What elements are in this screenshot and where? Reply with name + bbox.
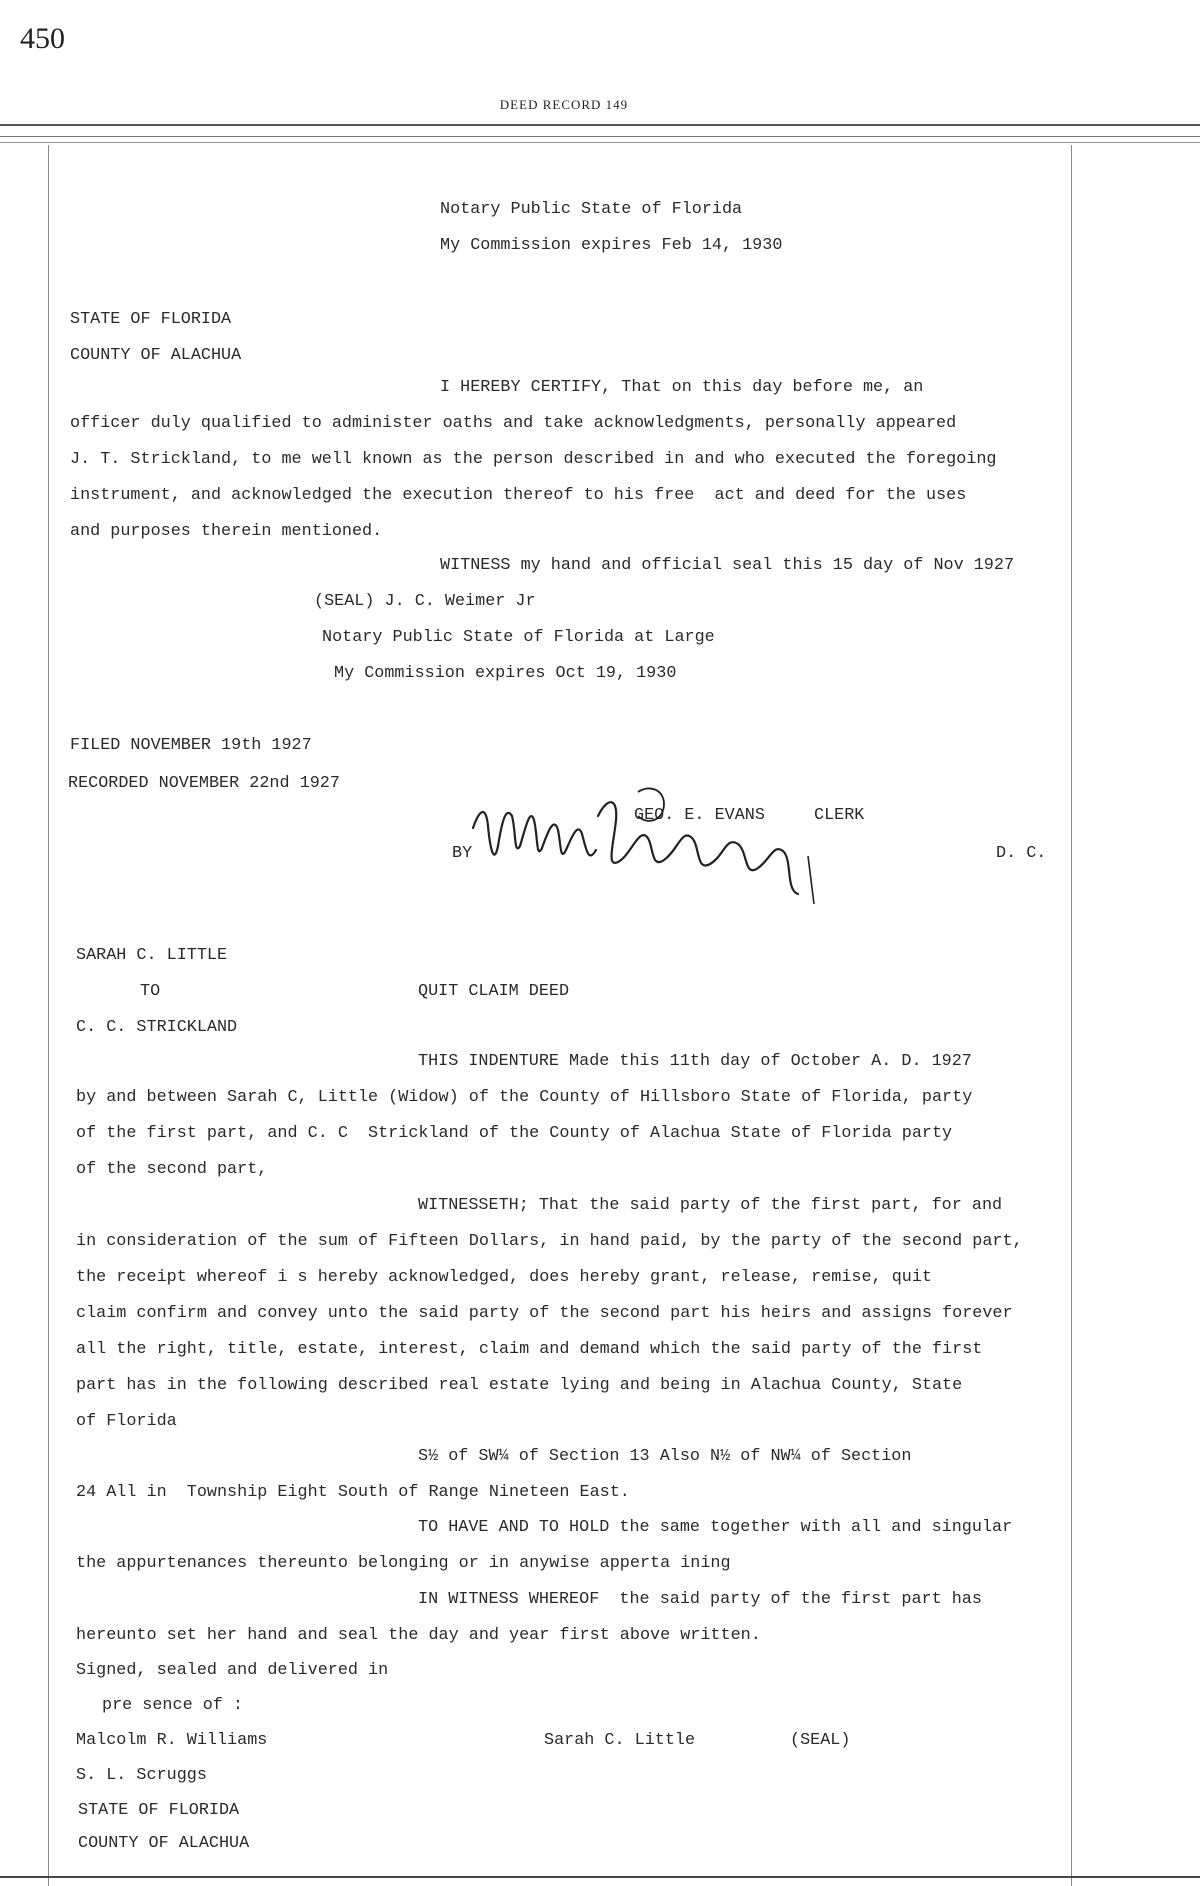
- state-heading-2: STATE OF FLORIDA: [78, 1801, 240, 1820]
- state-heading: STATE OF FLORIDA: [70, 310, 232, 329]
- ack-line-2: officer duly qualified to administer oaths and take acknowledgments, personally appeared: [70, 414, 957, 433]
- notary-commission: My Commission expires Oct 19, 1930: [334, 664, 677, 683]
- ack-line-3: J. T. Strickland, to me well known as the person described in and who executed the foregoing: [70, 450, 997, 469]
- grantor: SARAH C. LITTLE: [76, 946, 228, 965]
- by-label: BY: [452, 844, 473, 863]
- header-rule: [0, 124, 1200, 126]
- running-head: DEED RECORD 149: [499, 97, 629, 112]
- deed-line-10: part has in the following described real estate lying and being in Alachua County, State: [76, 1376, 963, 1395]
- deed-line-7: the receipt whereof i s hereby acknowledged, does hereby grant, release, remise, quit: [76, 1268, 932, 1287]
- right-margin-rule: [1071, 145, 1072, 1886]
- signer-seal: (SEAL): [790, 1731, 851, 1750]
- notary-line-2: My Commission expires Feb 14, 1930: [440, 236, 783, 255]
- county-heading: COUNTY OF ALACHUA: [70, 346, 242, 365]
- deed-line-13: 24 All in Township Eight South of Range Nineteen East.: [76, 1483, 630, 1502]
- county-heading-2: COUNTY OF ALACHUA: [78, 1834, 250, 1853]
- header-rule-thin: [0, 136, 1200, 137]
- notary-line-1: Notary Public State of Florida: [440, 200, 743, 219]
- signer-name: Sarah C. Little: [544, 1731, 696, 1750]
- deed-line-18: Signed, sealed and delivered in: [76, 1661, 389, 1680]
- signature-scribble: [468, 786, 828, 906]
- deed-line-9: all the right, title, estate, interest, claim and demand which the said party of the first: [76, 1340, 983, 1359]
- grantee: C. C. STRICKLAND: [76, 1018, 238, 1037]
- clerk-title: CLERK: [814, 806, 865, 825]
- to-label: TO: [140, 982, 161, 1001]
- deed-line-14: TO HAVE AND TO HOLD the same together with all and singular: [418, 1518, 1013, 1537]
- recorded-line: RECORDED NOVEMBER 22nd 1927: [68, 774, 340, 793]
- deed-line-8: claim confirm and convey unto the said party of the second part his heirs and assigns forever: [76, 1304, 1013, 1323]
- seal-name: (SEAL) J. C. Weimer Jr: [314, 592, 536, 611]
- notary-title: Notary Public State of Florida at Large: [322, 628, 715, 647]
- deed-line-19: pre sence of :: [102, 1696, 243, 1715]
- witness-line: WITNESS my hand and official seal this 15 day of Nov 1927: [440, 556, 1015, 575]
- deputy-clerk-signature: [468, 786, 828, 911]
- deed-line-11: of Florida: [76, 1412, 177, 1431]
- witness-1: Malcolm R. Williams: [76, 1731, 268, 1750]
- ack-line-1: I HEREBY CERTIFY, That on this day before me, an: [440, 378, 924, 397]
- bottom-rule: [0, 1876, 1200, 1878]
- deed-line-17: hereunto set her hand and seal the day and year first above written.: [76, 1626, 761, 1645]
- deed-line-5: WITNESSETH; That the said party of the first part, for and: [418, 1196, 1003, 1215]
- deed-line-4: of the second part,: [76, 1160, 268, 1179]
- deed-line-12: S½ of SW¼ of Section 13 Also N½ of NW¼ of Section: [418, 1447, 912, 1466]
- dc-label: D. C.: [996, 844, 1047, 863]
- left-margin-rule: [48, 145, 49, 1886]
- page-number: 450: [20, 22, 65, 55]
- filed-line: FILED NOVEMBER 19th 1927: [70, 736, 312, 755]
- deed-line-16: IN WITNESS WHEREOF the said party of the first part has: [418, 1590, 982, 1609]
- deed-line-15: the appurtenances thereunto belonging or in anywise apperta ining: [76, 1554, 731, 1573]
- header-rule-thin-2: [0, 142, 1200, 143]
- ack-line-4: instrument, and acknowledged the execution thereof to his free act and deed for the uses: [70, 486, 967, 505]
- deed-line-6: in consideration of the sum of Fifteen Dollars, in hand paid, by the party of the second part,: [76, 1232, 1023, 1251]
- deed-line-2: by and between Sarah C, Little (Widow) of the County of Hillsboro State of Florida, party: [76, 1088, 973, 1107]
- deed-line-3: of the first part, and C. C Strickland of the County of Alachua State of Florida party: [76, 1124, 953, 1143]
- witness-2: S. L. Scruggs: [76, 1766, 207, 1785]
- clerk-name: GEO. E. EVANS: [634, 806, 765, 825]
- deed-type: QUIT CLAIM DEED: [418, 982, 570, 1001]
- deed-line-1: THIS INDENTURE Made this 11th day of October A. D. 1927: [418, 1052, 972, 1071]
- ack-line-5: and purposes therein mentioned.: [70, 522, 383, 541]
